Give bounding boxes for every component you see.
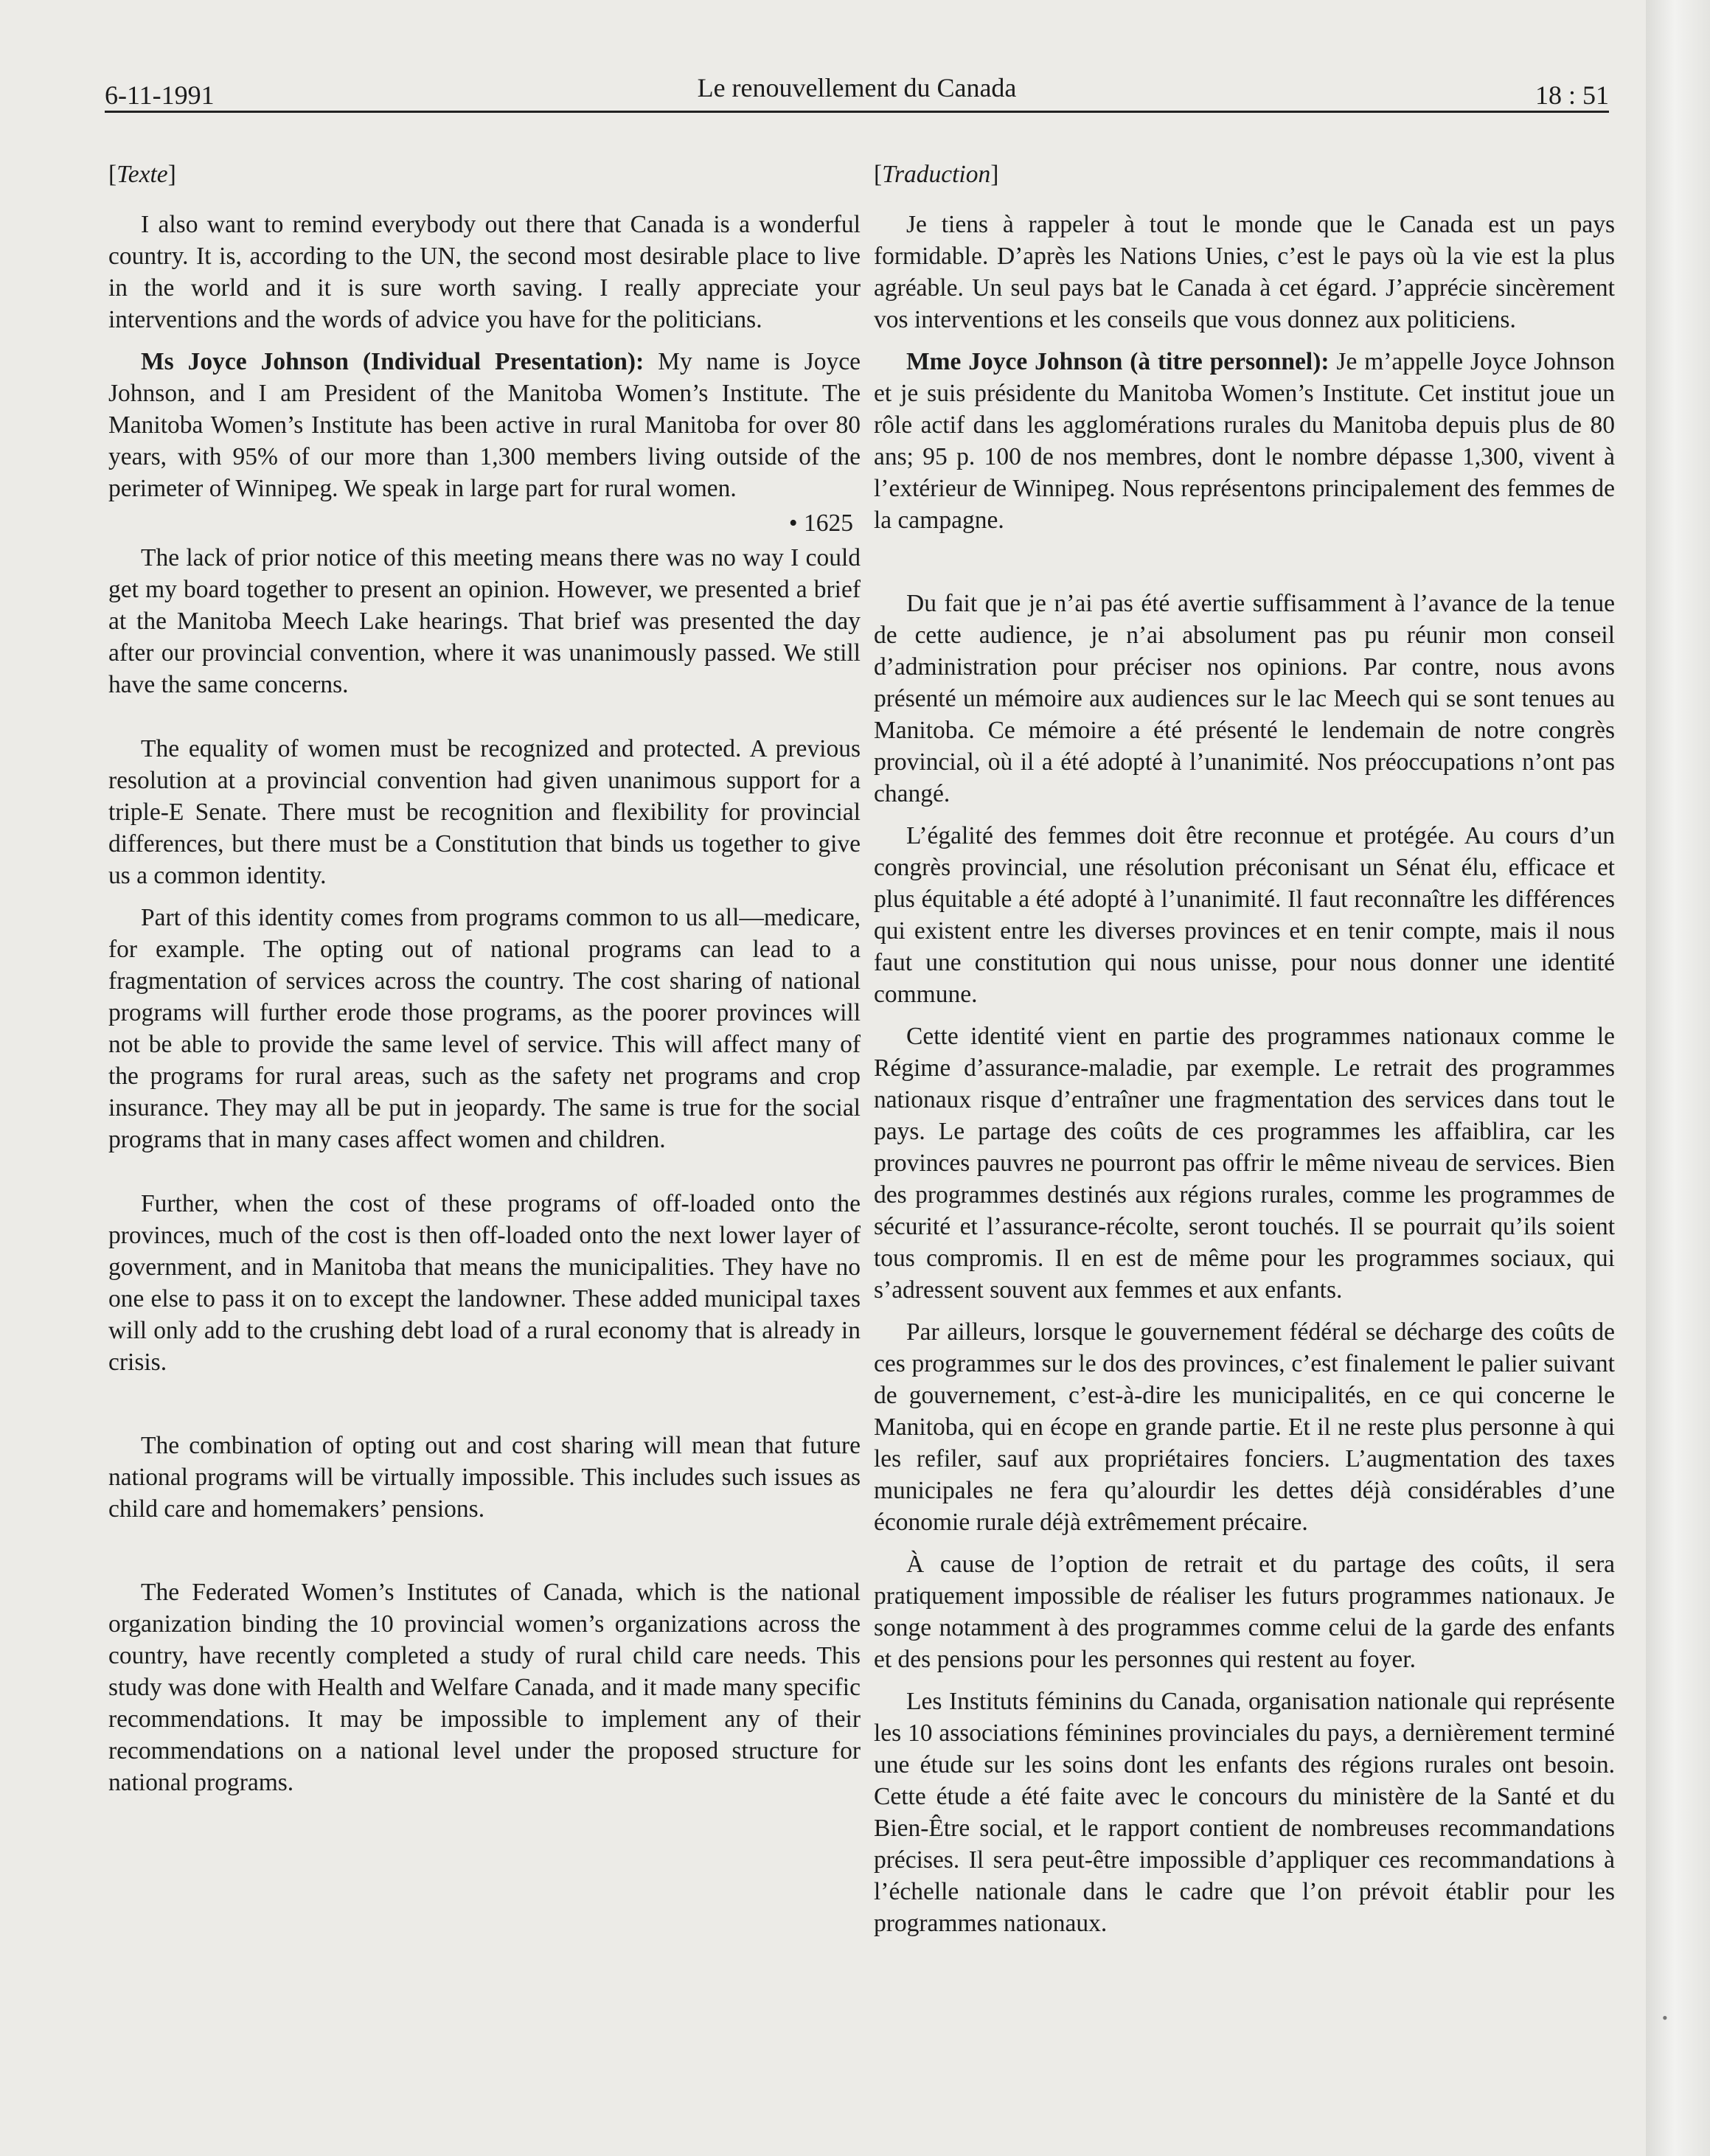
speaker-name: Ms Joyce Johnson (Individual Presentation): <box>141 348 644 375</box>
margin-dot: • <box>1662 2009 1668 2027</box>
paragraph: Part of this identity comes from programs common to us all—medicare, for example. The opting out of national programs can lead to a fragmentation of services across the country. The cost sharing of national programs will further erode those programs, as the poorer provinces will not be able to provide the same level of service. This will affect many of the programs for rural areas, such as the safety net programs and crop insurance. They may all be put in jeopardy. The same is true for the social programs that in many cases affect women and children. <box>108 904 861 1153</box>
header-title: Le renouvellement du Canada <box>697 73 1017 102</box>
page-edge <box>1646 0 1710 2156</box>
section-tag: [Texte] <box>108 161 176 188</box>
section-tag: [Traduction] <box>874 161 999 188</box>
paragraph: I also want to remind everybody out there that Canada is a wonderful country. It is, according to the UN, the second most desirable place to live in the world and it is sure worth saving. I really appreciate your interventions and the words of advice you have for the politicians. <box>108 211 861 333</box>
paragraph: The equality of women must be recognized and protected. A previous resolution at a provincial convention had given unanimous support for a triple-E Senate. There must be recognition and flexibility for provincial differences, but there must be a Constitution that binds us together to give us a common identity. <box>108 735 861 889</box>
paragraph: The lack of prior notice of this meeting means there was no way I could get my board together to present an opinion. However, we presented a brief at the Manitoba Meech Lake hearings. That brief was presented the day after our provincial convention, where it was unanimously passed. We still have the same concerns. <box>108 544 861 698</box>
header-rule <box>105 111 1609 113</box>
paragraph: L’égalité des femmes doit être reconnue et protégée. Au cours d’un congrès provincial, une résolution préconisant un Sénat élu, efficace et plus équitable a été adopté à l’unanimité. Il faut reconnaître les différences qui existent entre les diverses provinces et en tenir compte, mais il nous faut une constitution qui nous unisse, pour nous donner une identité commune. <box>874 822 1615 1008</box>
header-date: 6-11-1991 <box>105 80 215 110</box>
paragraph: The combination of opting out and cost sharing will mean that future national programs will be virtually impossible. This includes such issues as child care and homemakers’ pensions. <box>108 1432 861 1523</box>
header-page-number: 18 : 51 <box>1535 80 1609 110</box>
paragraph: À cause de l’option de retrait et du partage des coûts, il sera pratiquement impossible de réaliser les futurs programmes nationaux. Je songe notamment à des programmes comme celui de la garde des enfants et des pensions pour les personnes qui restent au foyer. <box>874 1551 1615 1673</box>
section-tag-text: Texte <box>117 161 168 188</box>
paragraph <box>874 346 1615 536</box>
paragraph <box>108 346 861 504</box>
section-tag-text: Traduction <box>882 161 991 188</box>
paragraph: Cette identité vient en partie des programmes nationaux comme le Régime d’assurance-maladie, par exemple. Le retrait des programmes nationaux risque d’entraîner une fragmentation des services dans tout le pays. Le partage des coûts de ces programmes les affaiblira, car les provinces pauvres ne pourront pas offrir le même niveau de services. Bien des programmes destinés aux régions rurales, comme les programmes de sécurité et l’assurance-récolte, seront touchés. Il se pourrait qu’ils soient tous compromis. Il en est de même pour les programmes sociaux, qui s’adressent souvent aux femmes et aux enfants. <box>874 1023 1615 1304</box>
french-column <box>874 159 1615 1939</box>
paragraph: Du fait que je n’ai pas été avertie suffisamment à l’avance de la tenue de cette audience, je n’ai absolument pas pu réunir mon conseil d’administration pour préciser nos opinions. Par contre, nous avons présenté un mémoire aux audiences sur le lac Meech qui se sont tenues au Manitoba. Ce mémoire a été présenté le lendemain de notre congrès provincial, où il a été adopté à l’unanimité. Nos préoccupations n’ont pas changé. <box>874 590 1615 807</box>
time-marker: • 1625 <box>788 510 853 537</box>
english-column <box>108 159 861 1798</box>
paragraph: Les Instituts féminins du Canada, organisation nationale qui représente les 10 associations féminines provinciales du pays, a dernièrement terminé une étude sur les soins dont les enfants des régions rurales ont besoin. Cette étude a été faite avec le concours du ministère de la Santé et du Bien-Être social, et le rapport contient de nombreuses recommandations précises. Il sera peut-être impossible d’appliquer ces recommandations à l’échelle nationale dans le cadre que l’on prévoit établir pour les programmes nationaux. <box>874 1688 1615 1937</box>
paragraph: Par ailleurs, lorsque le gouvernement fédéral se décharge des coûts de ces programmes sur le dos des provinces, c’est finalement le palier suivant de gouvernement, c’est-à-dire les municipalités, en ce qui concerne le Manitoba, qui en écope en grande partie. Et il ne reste plus personne à qui les refiler, sauf aux propriétaires fonciers. L’augmentation des taxes municipales ne fera qu’alourdir les dettes déjà considérables d’une économie rurale déjà extrêmement précaire. <box>874 1318 1615 1536</box>
speaker-text: Je m’appelle Joyce Johnson et je suis présidente du Manitoba Women’s Institute. Cet institut joue un rôle actif dans les agglomérations rurales du Manitoba depuis plus de 80 ans; 95 p. 100 de nos membres, dont le nombre dépasse 1,300, vivent à l’extérieur de Winnipeg. Nous représentons principalement des femmes de la campagne. <box>874 348 1615 534</box>
speaker-text: My name is Joyce Johnson, and I am President of the Manitoba Women’s Institute. The Manitoba Women’s Institute has been active in rural Manitoba for over 80 years, with 95% of our more than 1,300 members living outside of the perimeter of Winnipeg. We speak in large part for rural women. <box>108 348 861 502</box>
speaker-name: Mme Joyce Johnson (à titre personnel): <box>906 348 1330 375</box>
paragraph: The Federated Women’s Institutes of Canada, which is the national organization binding the 10 provincial women’s organizations across the country, have recently completed a study of rural child care needs. This study was done with Health and Welfare Canada, and it made many specific recommendations. It may be impossible to implement any of their recommendations on a national level under the proposed structure for national programs. <box>108 1579 861 1796</box>
paragraph: Further, when the cost of these programs of off-loaded onto the provinces, much of the cost is then off-loaded onto the next lower layer of government, and in Manitoba that means the municipalities. They have no one else to pass it on to except the landowner. These added municipal taxes will only add to the crushing debt load of a rural economy that is already in crisis. <box>108 1190 861 1376</box>
paragraph: Je tiens à rappeler à tout le monde que le Canada est un pays formidable. D’après les Nations Unies, c’est le pays où la vie est la plus agréable. Un seul pays bat le Canada à cet égard. J’apprécie sincèrement vos interventions et les conseils que vous donnez aux politiciens. <box>874 211 1615 333</box>
page-header <box>105 72 1609 115</box>
